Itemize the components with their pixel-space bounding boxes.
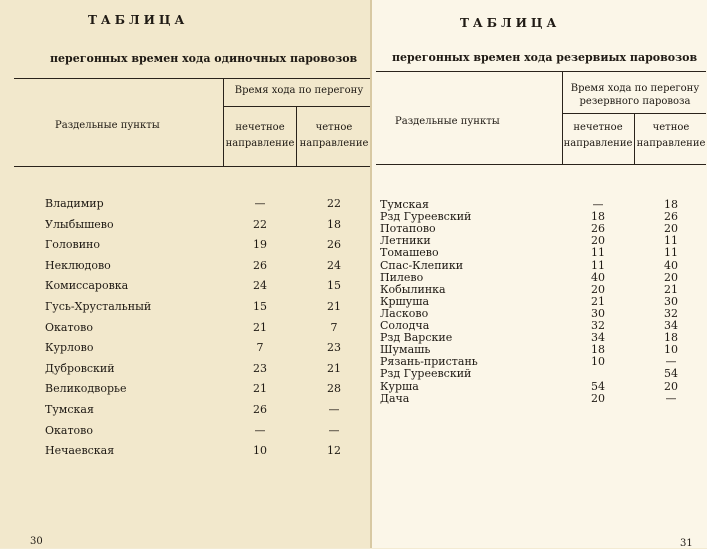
right-station-name: Кобылинка (380, 282, 446, 296)
left-odd-time: 22 (253, 217, 267, 231)
right-odd-time: 32 (591, 319, 605, 332)
right-table-title: ТАБЛИЦА (460, 16, 561, 30)
right-station-name: Рзд Гуреевский (380, 210, 472, 224)
left-header-divider-2 (296, 106, 297, 166)
left-station-name: Головино (45, 238, 100, 252)
right-header-even-2: направление (636, 138, 706, 149)
right-even-time: 54 (664, 367, 678, 381)
left-even-time: 23 (327, 341, 341, 355)
left-even-time: 22 (327, 197, 341, 210)
left-odd-time: — (254, 197, 266, 210)
right-even-time: 32 (664, 306, 678, 320)
right-even-time: 20 (664, 270, 678, 284)
right-odd-time: 21 (591, 294, 605, 308)
left-odd-time: 26 (253, 258, 267, 272)
left-station-name: Комиссаровка (45, 279, 129, 293)
left-station-name: Тумская (45, 403, 94, 416)
right-odd-time: 54 (591, 379, 605, 393)
right-even-time: 26 (664, 210, 678, 224)
right-odd-time: 34 (591, 331, 605, 345)
left-odd-time: 7 (256, 341, 264, 355)
right-odd-time: 11 (591, 258, 605, 272)
right-even-time: 20 (664, 379, 678, 393)
right-even-time: — (665, 391, 677, 405)
right-header-even-1: четное (652, 122, 690, 133)
right-even-time: — (665, 355, 677, 369)
left-header-bottom-rule (14, 166, 370, 167)
left-station-name: Дубровский (45, 361, 115, 375)
right-even-time: 11 (664, 246, 678, 260)
left-odd-time: 26 (253, 403, 267, 416)
right-header-bottom-rule (376, 164, 706, 165)
left-station-name: Окатово (45, 423, 93, 437)
left-odd-time: 10 (253, 444, 267, 458)
right-odd-time: 30 (591, 306, 605, 320)
right-station-name: Ласково (380, 306, 429, 320)
right-even-time: 18 (664, 198, 678, 211)
left-station-name: Улыбышево (45, 217, 114, 231)
left-header-even-1: четное (315, 122, 353, 133)
left-odd-time: 23 (253, 361, 267, 375)
right-station-name: Кршуша (380, 294, 430, 308)
left-page-number: 30 (30, 536, 43, 547)
left-even-time: — (328, 423, 340, 437)
left-odd-time: 19 (253, 238, 267, 252)
left-station-name: Нечаевская (45, 444, 115, 458)
right-odd-time: 18 (591, 210, 605, 224)
right-header-top-rule (376, 71, 706, 72)
left-station-name: Владимир (45, 197, 104, 210)
right-station-name: Рзд Гуреевский (380, 367, 472, 381)
right-station-name: Потапово (380, 222, 436, 236)
right-station-name: Дача (380, 391, 410, 405)
right-header-stations: Раздельные пункты (395, 116, 500, 127)
right-table-subtitle: перегонных времен хода резервиых паровозов (392, 51, 698, 64)
left-odd-time: 21 (253, 320, 267, 334)
left-station-name: Неклюдово (45, 258, 111, 272)
right-station-name: Солодча (380, 319, 430, 332)
left-odd-time: — (254, 423, 266, 437)
left-even-time: 26 (327, 238, 341, 252)
left-even-time: 15 (327, 279, 341, 293)
left-header-stations: Раздельные пункты (55, 120, 160, 131)
left-table-title: ТАБЛИЦА (88, 13, 189, 27)
left-header-odd-1: нечетное (235, 122, 285, 133)
left-station-name: Курлово (45, 341, 94, 355)
right-station-name: Томашево (380, 246, 439, 260)
right-station-name: Рзд Варские (380, 331, 453, 345)
left-even-time: 24 (327, 258, 341, 272)
left-even-time: 18 (327, 217, 341, 231)
right-station-name: Курша (380, 379, 419, 393)
right-odd-time: 20 (591, 282, 605, 296)
right-even-time: 18 (664, 331, 678, 345)
right-even-time: 30 (664, 294, 678, 308)
right-station-name: Летники (380, 234, 431, 248)
right-station-name: Тумская (380, 198, 429, 211)
right-header-time-group-2: резервного паровоза (579, 96, 691, 107)
right-odd-time: 20 (591, 234, 605, 248)
left-even-time: 21 (327, 361, 341, 375)
left-odd-time: 15 (253, 300, 267, 313)
right-even-time: 10 (664, 343, 678, 357)
right-even-time: 21 (664, 282, 678, 296)
right-even-time: 11 (664, 234, 678, 248)
right-station-name: Спас-Клепики (380, 258, 464, 272)
right-odd-time: 11 (591, 246, 605, 260)
right-header-odd-1: нечетное (573, 122, 623, 133)
right-station-name: Шумашь (380, 343, 431, 357)
left-station-name: Великодворье (45, 382, 127, 396)
right-header-odd-2: направление (563, 138, 633, 149)
right-odd-time: 10 (591, 355, 605, 369)
right-station-name: Рязань-пристань (380, 355, 478, 369)
left-header-top-rule (14, 78, 370, 79)
right-odd-time: — (592, 198, 604, 211)
right-station-name: Пилево (380, 270, 424, 284)
right-page (372, 0, 707, 548)
right-odd-time: 26 (591, 222, 605, 236)
left-station-name: Гусь-Хрустальный (45, 300, 152, 313)
left-odd-time: 21 (253, 382, 267, 396)
right-even-time: 20 (664, 222, 678, 236)
left-header-even-2: направление (299, 138, 369, 149)
right-odd-time: 20 (591, 391, 605, 405)
left-table-subtitle: перегонных времен хода одиночных паровозов (50, 52, 358, 65)
right-header-time-group-1: Время хода по перегону (570, 83, 700, 94)
left-even-time: 28 (327, 382, 341, 396)
right-odd-time: 18 (591, 343, 605, 357)
left-even-time: 21 (327, 300, 341, 313)
left-even-time: — (328, 403, 340, 416)
left-even-time: 12 (327, 444, 341, 458)
left-station-name: Окатово (45, 320, 93, 334)
right-even-time: 40 (664, 258, 678, 272)
right-even-time: 34 (664, 319, 678, 332)
left-odd-time: 24 (253, 279, 267, 293)
left-even-time: 7 (330, 320, 338, 334)
right-odd-time: 40 (591, 270, 605, 284)
left-header-time-group: Время хода по перегону (234, 85, 364, 96)
left-header-odd-2: направление (225, 138, 295, 149)
right-page-number: 31 (680, 538, 693, 549)
